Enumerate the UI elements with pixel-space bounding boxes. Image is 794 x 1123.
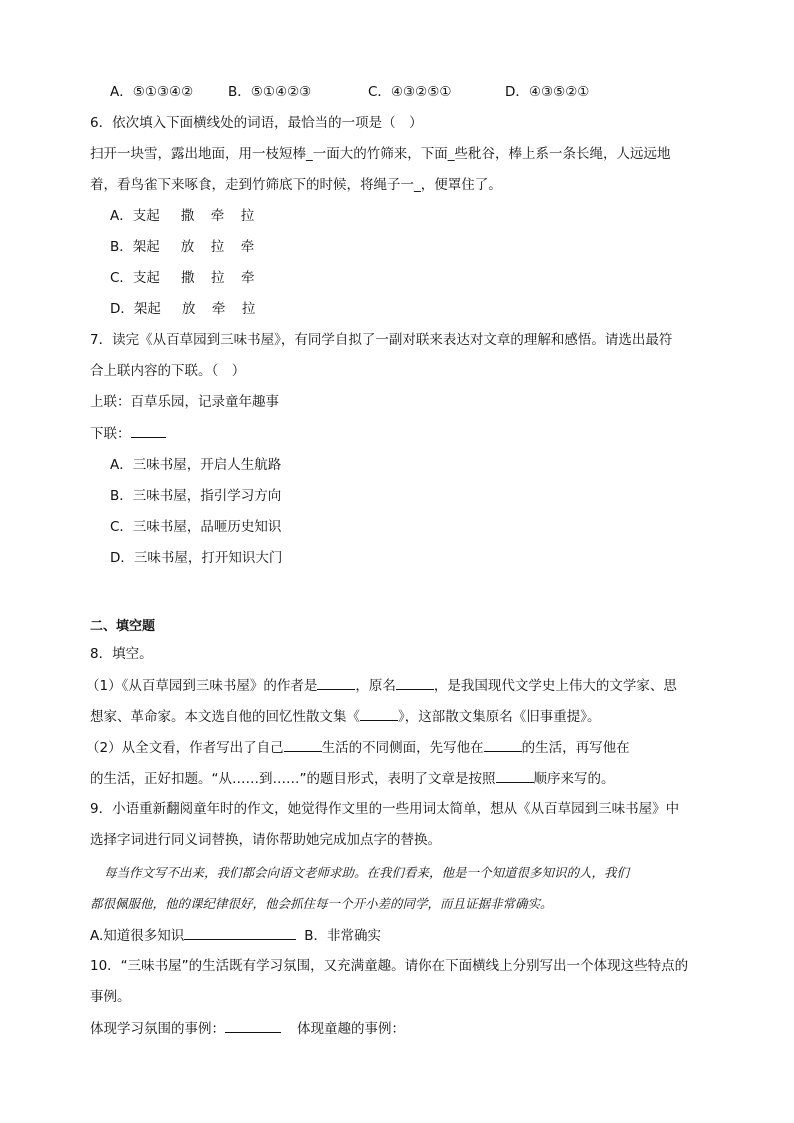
q9-stem-line2: 选择字词进行同义词替换，请你帮助她完成加点字的替换。 <box>90 832 441 848</box>
option-word: 架起 <box>133 301 161 317</box>
q7-lower-blank[interactable] <box>131 423 166 438</box>
option-word: 放 <box>180 239 195 255</box>
q6-option-a[interactable] <box>110 206 271 226</box>
q5-option-c[interactable]: C．④③②⑤① <box>368 84 452 100</box>
q8-text: 生活的不同侧面，先写他在 <box>321 740 484 756</box>
q8-text: 顺序来写的。 <box>533 771 615 787</box>
option-letter: A． <box>110 208 133 224</box>
q8-part2-line1 <box>86 737 630 757</box>
q8-life-blank[interactable] <box>284 737 322 752</box>
q7-lower-couplet <box>90 423 166 443</box>
section-title: 二、填空题 <box>90 619 156 634</box>
q5-option-d[interactable]: D．④③⑤②① <box>505 84 590 100</box>
q8-place1-blank[interactable] <box>484 737 522 752</box>
q10-answer-a-blank[interactable] <box>225 1018 281 1033</box>
q8-text: ，原名 <box>355 678 396 694</box>
q7-stem-line2: 合上联内容的下联。（ ） <box>90 363 246 379</box>
q10-label-a: 体现学习氛围的事例： <box>90 1021 225 1037</box>
option-word: 撒 <box>180 208 195 224</box>
q8-text: 的生活，正好扣题。“从……到……”的题目形式，表明了文章是按照 <box>90 771 496 787</box>
q8-text: 》，这部散文集原名《旧事重提》。 <box>398 709 601 725</box>
q8-author-blank[interactable] <box>317 675 355 690</box>
q8-text: （2）从全文看，作者写出了自己 <box>86 740 284 756</box>
q8-stem: 8．填空。 <box>90 646 153 662</box>
q8-part1-line1 <box>86 675 677 695</box>
q10-stem-line1: 10．“三味书屋”的生活既有学习氛围，又充满童趣。请你在下面横线上分别写出一个体现这些特点的 <box>90 958 689 974</box>
option-word: 拉 <box>241 301 256 317</box>
q9-quote-line2: 都很佩服他，他的课纪律很好，他会抓住每一个开小差的同学，而且证据非常确实。 <box>90 896 553 911</box>
option-word: 放 <box>181 301 196 317</box>
q9-answer-a-blank[interactable] <box>184 925 296 940</box>
q5-option-b[interactable]: B．⑤①④②③ <box>228 84 312 100</box>
q6-passage-line1: 扫开一块雪，露出地面，用一枝短棒_一面大的竹筛来，下面_些秕谷，棒上系一条长绳，人远远地 <box>90 146 671 162</box>
option-letter: B． <box>110 239 133 255</box>
q7-option-c[interactable]: C．三味书屋，品咂历史知识 <box>110 519 282 535</box>
option-word: 牵 <box>210 208 225 224</box>
option-word: 牵 <box>211 301 226 317</box>
q8-text: 想家、革命家。本文选自他的回忆性散文集《 <box>90 709 360 725</box>
option-word: 支起 <box>132 208 160 224</box>
option-word: 架起 <box>132 239 160 255</box>
q6-passage-line2: 着，看鸟雀下来啄食，走到竹筛底下的时候，将绳子一_，便罩住了。 <box>90 177 502 193</box>
q9-answer-b-label: B．非常确实 <box>304 928 382 944</box>
q8-original-name-blank[interactable] <box>396 675 434 690</box>
q6-stem: 6．依次填入下面横线处的词语，最恰当的一项是（ ） <box>90 115 423 131</box>
q7-lower-label: 下联： <box>90 426 131 442</box>
q10-stem-line2: 事例。 <box>90 989 131 1005</box>
q5-options <box>110 82 589 102</box>
q8-part1-line2 <box>90 706 601 726</box>
q7-option-a[interactable]: A．三味书屋，开启人生航路 <box>110 457 282 473</box>
q6-option-d[interactable] <box>110 299 272 319</box>
option-word: 拉 <box>210 239 225 255</box>
option-letter: D． <box>110 301 134 317</box>
option-word: 牵 <box>240 239 255 255</box>
option-word: 撒 <box>180 270 195 286</box>
q7-option-b[interactable]: B．三味书屋，指引学习方向 <box>110 488 282 504</box>
q9-quote-line1: 每当作文写不出来，我们都会向语文老师求助。在我们看来，他是一个知道很多知识的人，我们 <box>104 865 630 880</box>
q9-stem-line1: 9．小语重新翻阅童年时的作文，她觉得作文里的一些用词太简单，想从《从百草园到三味书屋》中 <box>90 801 680 817</box>
q6-option-c[interactable] <box>110 268 271 288</box>
q7-upper-couplet: 上联：百草乐园，记录童年趣事 <box>90 394 279 410</box>
q10-answer-row <box>90 1018 405 1038</box>
q7-stem-line1: 7．读完《从百草园到三味书屋》，有同学自拟了一副对联来表达对文章的理解和感悟。请选出最符 <box>90 332 673 348</box>
option-word: 拉 <box>240 208 255 224</box>
q8-collection-blank[interactable] <box>360 706 398 721</box>
q9-answer-a-label: A.知道很多知识 <box>90 928 185 944</box>
q10-label-b: 体现童趣的事例： <box>297 1021 405 1037</box>
q5-option-a[interactable]: A．⑤①③④② <box>110 84 194 100</box>
q6-option-b[interactable] <box>110 237 271 257</box>
q7-option-d[interactable]: D．三味书屋，打开知识大门 <box>110 550 283 566</box>
option-word: 拉 <box>210 270 225 286</box>
q8-part2-line2 <box>90 768 615 788</box>
q8-text: ，是我国现代文学史上伟大的文学家、思 <box>433 678 677 694</box>
q8-text: 的生活，再写他在 <box>521 740 630 756</box>
q8-order-blank[interactable] <box>496 768 534 783</box>
option-letter: C． <box>110 270 133 286</box>
q9-answer-row <box>90 925 381 945</box>
option-word: 牵 <box>240 270 255 286</box>
option-word: 支起 <box>132 270 160 286</box>
q8-text: （1）《从百草园到三味书屋》的作者是 <box>86 678 318 694</box>
